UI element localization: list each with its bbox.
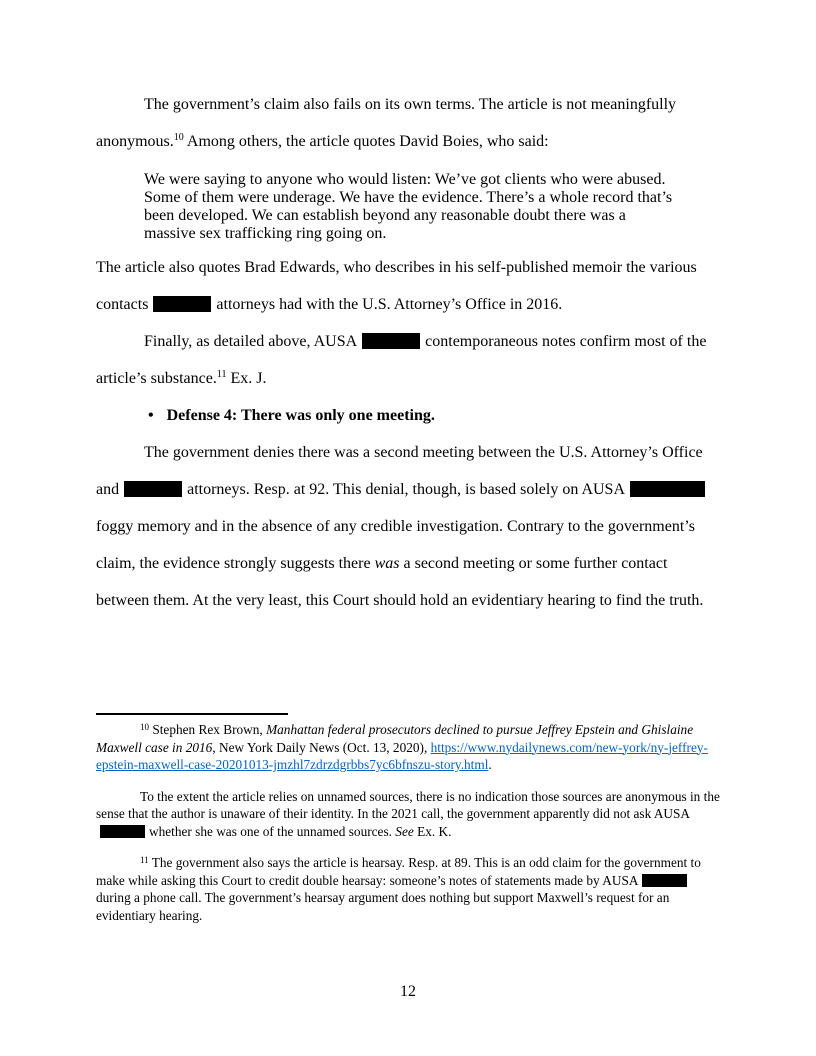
text-segment: Ex. J. [226, 370, 267, 387]
redaction-bar [100, 825, 145, 838]
text-segment: foggy memory and in the absence of any credible investigation. Contrary to the government’s claim, the evidence strongly suggests there [96, 518, 695, 572]
footnote-10 [96, 721, 720, 774]
footnote-ref-11: 11 [216, 369, 227, 380]
page-number: 12 [400, 983, 416, 1000]
text-segment: during a phone call. The government’s hearsay argument does nothing but support Maxwell’s request for an evidentiary hearing. [96, 890, 670, 923]
bullet-icon: • [148, 407, 154, 424]
text-segment: Among others, the article quotes David Boies, who said: [183, 133, 549, 150]
footnote-ref-10: 10 [173, 132, 184, 143]
redaction-bar [630, 481, 705, 497]
text-segment: The article also quotes Brad Edwards, who describes in his self-published memoir the various contacts [96, 259, 697, 313]
text-segment: The government’s claim also fails on its own terms. The article is not meaningfully anonymous. [96, 96, 677, 150]
text-segment: Stephen Rex Brown, [149, 722, 267, 737]
text-segment: a second meeting or some further contact between them. At the very least, this Court should hold an evidentiary hearing to find the truth. [96, 555, 704, 609]
defense-4-heading [96, 397, 720, 434]
article-hyperlink[interactable]: https://www.nydailynews.com/new-york/ny-jeffrey-epstein-maxwell-case-20201013-jmzhl7zdrzdgrbbs7yc6bfnszu-story.html [96, 739, 708, 772]
text-segment: attorneys. Resp. at 92. This denial, though, is based solely on AUSA [187, 481, 625, 498]
text-segment: The government also says the article is hearsay. Resp. at 89. This is an odd claim for the government to make while asking this Court to credit double hearsay: someone’s notes of statements made by AUSA [96, 855, 701, 888]
redaction-bar [153, 296, 211, 312]
text-segment: , New York Daily News (Oct. 13, 2020), [212, 739, 431, 755]
redaction-bar [124, 481, 182, 497]
redaction-bar [362, 333, 420, 349]
footnote-11 [96, 854, 720, 924]
footnote-10-marker: 10 [140, 722, 149, 732]
text-segment: contemporaneous notes confirm most of the article’s substance. [96, 333, 707, 387]
text-segment: Finally, as detailed above, AUSA [144, 333, 358, 350]
text-segment: whether she was one of the unnamed sources. [149, 823, 396, 839]
see-citation-italic: See [395, 823, 414, 839]
footnote-11-marker: 11 [140, 855, 149, 865]
text-segment: attorneys had with the U.S. Attorney’s Office in 2016. [216, 296, 563, 313]
paragraph-government-claim [96, 86, 720, 160]
text-segment: . [488, 757, 492, 772]
article-title-italic: Manhattan federal prosecutors declined to pursue Jeffrey Epstein and Ghislaine Maxwell case in 2016 [96, 722, 694, 755]
footnote-10-continued [96, 788, 720, 841]
italic-emphasis: was [374, 555, 400, 572]
defense-4-heading-label: Defense 4: There was only one meeting. [166, 407, 435, 424]
paragraph-finally-notes [96, 323, 720, 397]
block-quote-david-boies: We were saying to anyone who would listen: We’ve got clients who were abused. Some of them were underage. We have the evidence. There’s a whole record that’s been developed. We can establish beyond any reasonable doubt there was a massive sex trafficking ring going on. [144, 171, 673, 242]
text-segment: The government denies there was a second meeting between the U.S. Attorney’s Office and [96, 444, 703, 498]
footnote-separator [96, 713, 288, 715]
paragraph-brad-edwards [96, 249, 720, 323]
paragraph-second-meeting [96, 434, 720, 619]
main-text-block [96, 86, 720, 619]
redaction-bar [642, 874, 687, 887]
text-segment: To the extent the article relies on unnamed sources, there is no indication those sources are anonymous in the sense that the author is unaware of their identity. In the 2021 call, the government apparently did not ask AUSA [96, 788, 720, 821]
text-segment: Ex. K. [413, 823, 452, 839]
footnote-section [96, 713, 720, 924]
